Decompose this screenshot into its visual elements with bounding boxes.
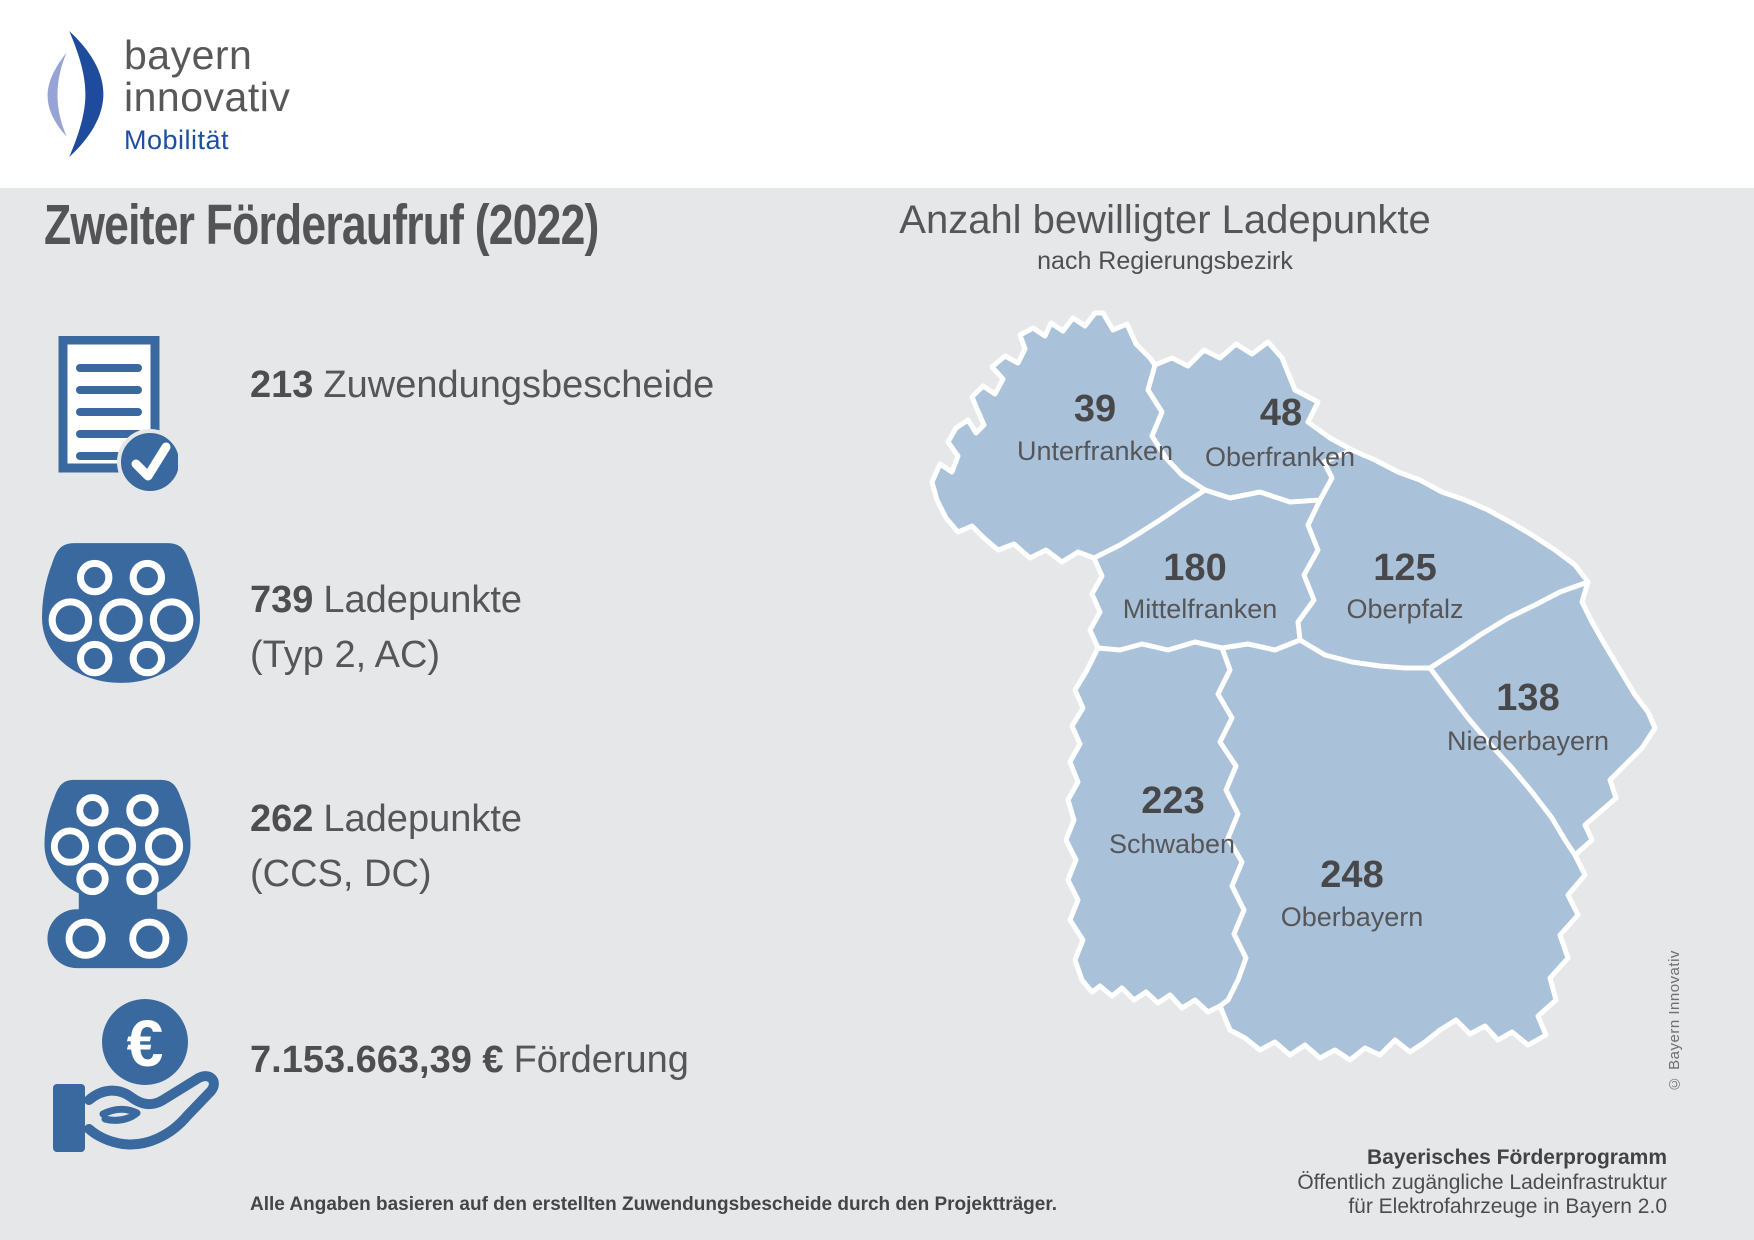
bavaria-map xyxy=(920,300,1680,1080)
region-name-oberpfalz: Oberpfalz xyxy=(1346,594,1464,624)
region-value-schwaben: 223 xyxy=(1141,780,1205,822)
region-name-niederbayern: Niederbayern xyxy=(1446,726,1610,756)
region-name-unterfranken: Unterfranken xyxy=(1016,436,1174,466)
euro-hand-icon xyxy=(45,996,223,1156)
svg-text:€: € xyxy=(126,1006,164,1080)
type2-plug-icon xyxy=(40,537,202,689)
region-value-mittelfranken: 180 xyxy=(1163,547,1227,589)
stat-detail: (CCS, DC) xyxy=(250,853,432,895)
stat-unit: Förderung xyxy=(513,1039,689,1081)
region-value-oberfranken: 48 xyxy=(1259,392,1303,434)
logo-word-2: innovativ xyxy=(124,74,291,120)
footnote: Alle Angaben basieren auf den erstellten Zuwendungsbescheide durch den Projektträger. xyxy=(250,1194,1057,1215)
header-bar xyxy=(0,0,1754,188)
stat-zuwendungsbescheide xyxy=(250,358,714,413)
copyright-note: © Bayern Innovativ xyxy=(1666,950,1683,1092)
page-title: Zweiter Förderaufruf (2022) xyxy=(44,193,599,257)
program-line-2: Öffentlich zugängliche Ladeinfrastruktur xyxy=(1297,1170,1667,1194)
map-title: Anzahl bewilligter Ladepunkte xyxy=(899,198,1431,242)
stat-unit: Zuwendungsbescheide xyxy=(323,364,715,406)
stat-line xyxy=(250,358,714,413)
stat-unit: Ladepunkte xyxy=(323,798,523,840)
bayern-innovativ-logo-icon xyxy=(44,26,116,162)
region-name-oberbayern: Oberbayern xyxy=(1280,902,1424,932)
map-subtitle: nach Regierungsbezirk xyxy=(1037,247,1293,275)
logo-division: Mobilität xyxy=(124,125,230,155)
stat-line xyxy=(250,792,522,847)
region-value-oberpfalz: 125 xyxy=(1373,547,1437,589)
program-line-3: für Elektrofahrzeuge in Bayern 2.0 xyxy=(1348,1195,1667,1218)
stat-unit: Ladepunkte xyxy=(323,579,523,621)
region-name-mittelfranken: Mittelfranken xyxy=(1122,594,1278,624)
document-check-icon xyxy=(58,336,178,498)
ccs-plug-icon xyxy=(40,776,195,972)
stat-ladepunkte-dc xyxy=(250,792,522,902)
stat-line xyxy=(250,1033,689,1088)
region-value-oberbayern: 248 xyxy=(1320,854,1384,896)
region-name-oberfranken: Oberfranken xyxy=(1204,442,1356,472)
stat-value: 262 xyxy=(250,798,314,840)
logo-wordmark xyxy=(124,34,290,155)
stat-value: 739 xyxy=(250,579,314,621)
stat-value: 213 xyxy=(250,364,314,406)
stat-detail: (Typ 2, AC) xyxy=(250,634,441,676)
program-block xyxy=(1297,1146,1667,1220)
stat-line xyxy=(250,573,522,628)
region-value-niederbayern: 138 xyxy=(1496,677,1560,719)
stat-value: 7.153.663,39 € xyxy=(250,1039,504,1081)
logo-word-1: bayern xyxy=(124,32,253,78)
region-name-schwaben: Schwaben xyxy=(1108,829,1236,859)
map-title-block xyxy=(870,198,1460,276)
stat-foerderung xyxy=(250,1033,689,1088)
program-title: Bayerisches Förderprogramm xyxy=(1367,1146,1667,1169)
region-value-unterfranken: 39 xyxy=(1073,388,1117,430)
stat-ladepunkte-ac xyxy=(250,573,522,683)
